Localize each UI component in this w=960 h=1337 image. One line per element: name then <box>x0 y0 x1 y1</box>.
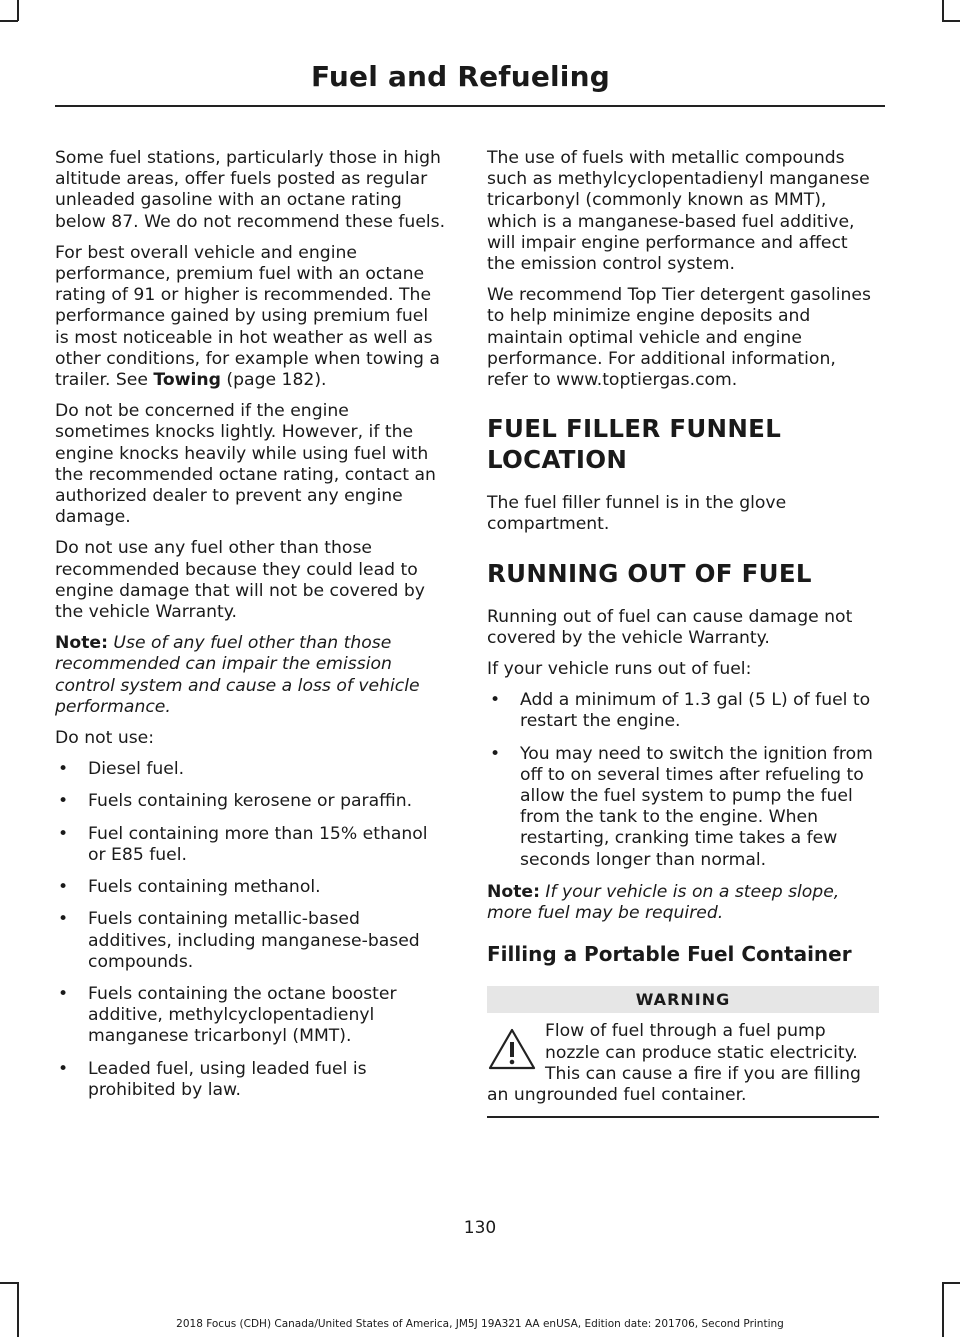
page-title: Fuel and Refueling <box>310 60 610 93</box>
list-item: • You may need to switch the ignition from off to on several times after refueling to allow the fuel system to pump the fuel from the tank to the engine. When restarting, cranking time takes a few seconds longer than normal. <box>487 744 879 871</box>
list-item: • Fuel containing more than 15% ethanol or E85 fuel. <box>55 824 447 866</box>
do-not-use-label: Do not use: <box>55 728 155 749</box>
heading-running-out: RUNNING OUT OF FUEL <box>487 558 812 588</box>
warning-triangle-icon <box>487 1027 537 1071</box>
warning-box <box>487 986 879 1118</box>
warning-text: Flow of fuel through a fuel pump nozzle can produce static electricity. This can cause a fire if you are filling an ungrounded fuel container. <box>487 1021 861 1106</box>
heading-fuel-filler-funnel <box>487 413 879 475</box>
heading-line-2: LOCATION <box>487 445 628 475</box>
note-text: Use of any fuel other than those recommended can impair the emission control system and cause a loss of vehicle performance. <box>55 633 420 717</box>
paragraph-running-out: Running out of fuel can cause damage not covered by the vehicle Warranty. <box>487 606 853 648</box>
paragraph-funnel: The fuel filler funnel is in the glove compartment. <box>487 493 787 535</box>
warning-body <box>487 1021 879 1117</box>
runs-out-list <box>487 690 879 871</box>
paragraph-runs-out: If your vehicle runs out of fuel: <box>487 659 752 680</box>
list-item: • Fuels containing the octane booster additive, methylcyclopentadienyl manganese tricarbonyl (MMT). <box>55 984 447 1048</box>
right-column <box>487 148 879 1118</box>
crop-mark-top-right-v <box>942 0 944 21</box>
paragraph-other-fuel: Do not use any fuel other than those recommended because they could lead to engine damage that will not be covered by the vehicle Warranty. <box>55 538 425 623</box>
list-item: • Leaded fuel, using leaded fuel is prohibited by law. <box>55 1059 447 1101</box>
note-label: Note: <box>55 633 108 654</box>
list-item: • Diesel fuel. <box>55 759 447 780</box>
crop-mark-bottom-left <box>0 1282 18 1284</box>
paragraph-engine-knock: Do not be concerned if the engine sometimes knocks lightly. However, if the engine knocks heavily while using fuel with the recommended octane rating, contact an authorized dealer to prevent any engine damage. <box>55 401 436 528</box>
list-item: • Add a minimum of 1.3 gal (5 L) of fuel to restart the engine. <box>487 690 879 732</box>
note-steep-slope <box>487 882 879 924</box>
page-number: 130 <box>463 1218 497 1238</box>
list-item: • Fuels containing metallic-based additives, including manganese-based compounds. <box>55 909 447 973</box>
left-column <box>55 148 447 1112</box>
note-emission <box>55 633 447 718</box>
note-label: Note: <box>487 881 540 902</box>
do-not-use-list <box>55 759 447 1101</box>
list-item: • Fuels containing kerosene or paraffin. <box>55 791 447 812</box>
crop-mark-top-left-v <box>17 0 19 21</box>
crop-mark-top-right <box>942 20 960 22</box>
crop-mark-bottom-right <box>942 1282 960 1284</box>
warning-title: WARNING <box>487 986 879 1013</box>
heading-line-1: FUEL FILLER FUNNEL <box>487 414 782 444</box>
heading-portable-container: Filling a Portable Fuel Container <box>487 942 852 967</box>
paragraph-low-octane: Some fuel stations, particularly those in high altitude areas, offer fuels posted as regular unleaded gasoline with an octane rating below 87. We do not recommend these fuels. <box>55 148 446 232</box>
paragraph-top-tier: We recommend Top Tier detergent gasolines to help minimize engine deposits and maintain optimal vehicle and engine performance. For additional information, refer to www.toptiergas.com. <box>487 285 871 391</box>
list-item: • Fuels containing methanol. <box>55 877 447 898</box>
note-text: If your vehicle is on a steep slope, more fuel may be required. <box>487 881 840 924</box>
warning-divider <box>487 1116 879 1118</box>
premium-text: For best overall vehicle and engine performance, premium fuel with an octane rating of 91 or higher is recommended. The performance gained by using premium fuel is most noticeable in hot weather as well as other conditions, for example when towing a trailer. See <box>55 242 440 391</box>
header-divider <box>55 105 885 107</box>
crop-mark-top-left <box>0 20 18 22</box>
paragraph-metallic: The use of fuels with metallic compounds such as methylcyclopentadienyl manganese tricarbonyl (commonly known as MMT), which is a manganese-based fuel additive, will impair engine performance and affect the emission control system. <box>487 148 870 275</box>
footer-edition: 2018 Focus (CDH) Canada/United States of America, JM5J 19A321 AA enUSA, Edition date: 201706, Second Printing <box>176 1318 784 1330</box>
paragraph-premium-fuel <box>55 243 447 391</box>
towing-link[interactable]: Towing <box>153 370 221 391</box>
page-ref: (page 182). <box>220 370 327 391</box>
